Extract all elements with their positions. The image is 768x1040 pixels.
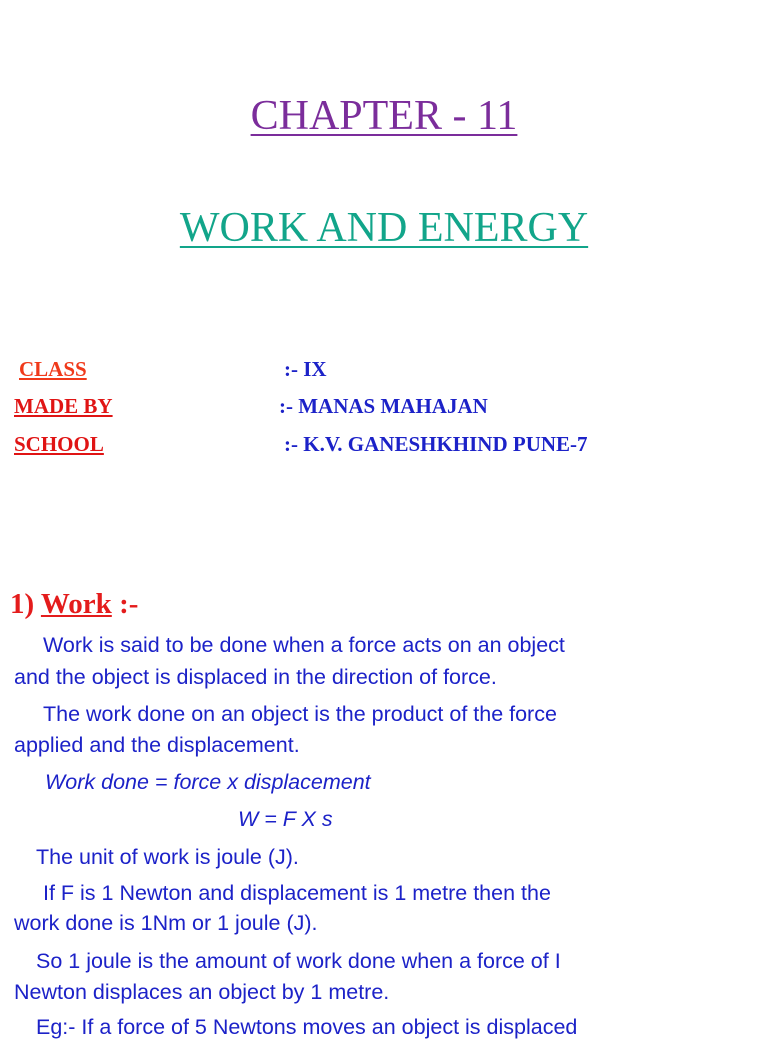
section-heading [10, 588, 138, 621]
section-suffix: :- [119, 588, 139, 620]
section-number: 1) [10, 588, 35, 620]
paragraph-line: The work done on an object is the product of the force [43, 702, 557, 726]
chapter-heading: CHAPTER - 11 [250, 93, 518, 139]
made-by-value: :- MANAS MAHAJAN [279, 394, 488, 418]
class-value: :- IX [284, 357, 327, 381]
formula-words: Work done = force x displacement [45, 770, 371, 794]
paragraph-line: So 1 joule is the amount of work done when a force of I [36, 949, 561, 973]
paragraph-line-partial: Eg:- If a force of 5 Newtons moves an object is displaced [36, 1015, 578, 1039]
section-word: Work [40, 588, 112, 620]
school-value: :- K.V. GANESHKHIND PUNE-7 [284, 432, 588, 456]
made-by-label: MADE BY [14, 394, 113, 418]
paragraph-line: Newton displaces an object by 1 metre. [14, 980, 390, 1004]
page-title: WORK AND ENERGY [179, 205, 589, 251]
unit-line: The unit of work is joule (J). [36, 845, 299, 869]
paragraph-line: work done is 1Nm or 1 joule (J). [14, 911, 318, 935]
paragraph-line: applied and the displacement. [14, 733, 300, 757]
paragraph-line: Work is said to be done when a force acts on an object [43, 633, 565, 657]
class-label: CLASS [19, 357, 87, 381]
paragraph-line: and the object is displaced in the direction of force. [14, 665, 497, 689]
paragraph-line: If F is 1 Newton and displacement is 1 metre then the [43, 881, 551, 905]
formula-symbols: W = F X s [238, 807, 333, 831]
school-label: SCHOOL [14, 432, 104, 456]
